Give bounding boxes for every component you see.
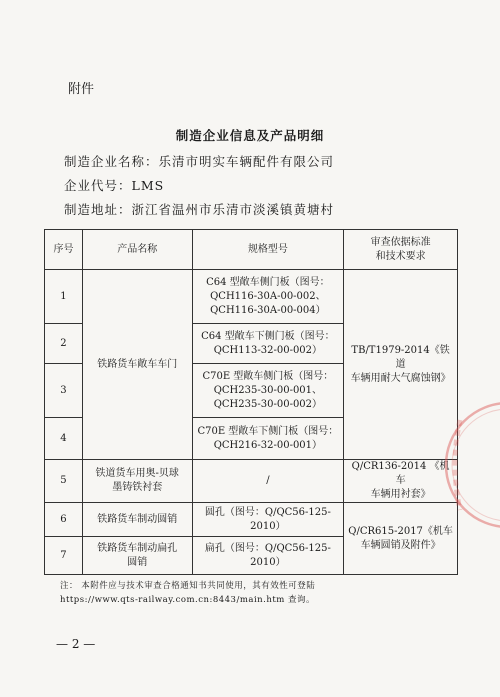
header-standard-line1: 审查依据标准 bbox=[370, 236, 431, 248]
address-value: 浙江省温州市乐清市淡溪镇黄塘村 bbox=[131, 202, 335, 217]
header-no: 序号 bbox=[45, 230, 83, 270]
company-name-line bbox=[64, 152, 334, 170]
footnote-line1: 注： 本附件应与技术审查合格通知书共同使用，其有效性可登陆 bbox=[60, 581, 316, 591]
model-line: QCH113-32-00-002） bbox=[213, 344, 323, 356]
row-model bbox=[192, 324, 344, 364]
attachment-label: 附件 bbox=[68, 82, 95, 97]
footnote-link[interactable]: https://www.qts-railway.com.cn:8443/main.htm 查询。 bbox=[60, 595, 316, 605]
name-line: 铁道货车用奥-贝球 bbox=[95, 468, 179, 479]
product-table bbox=[44, 229, 458, 575]
company-code-label: 企业代号： bbox=[64, 178, 132, 193]
row-name bbox=[82, 460, 192, 503]
header-standard-line2: 和技术要求 bbox=[375, 250, 426, 262]
model-line: C70E 型敞车下侧门板（图号： bbox=[197, 425, 339, 437]
header-name: 产品名称 bbox=[82, 230, 192, 270]
page-number: — 2 — bbox=[56, 637, 96, 651]
company-code-value: LMS bbox=[131, 178, 165, 193]
company-name-label: 制造企业名称： bbox=[64, 154, 159, 169]
standard-line: 车辆用耐大气腐蚀钢》 bbox=[350, 372, 451, 384]
model-line: QCH116-30A-00-004） bbox=[210, 304, 326, 316]
address-line bbox=[64, 200, 334, 218]
model-line: QCH116-30A-00-002、 bbox=[210, 290, 326, 302]
model-line: C70E 型敞车侧门板（图号： bbox=[202, 370, 334, 382]
name-line: 墨铸铁衬套 bbox=[112, 482, 163, 493]
row-no: 7 bbox=[45, 537, 83, 575]
row-name: 铁路货车制动圆销 bbox=[82, 503, 192, 537]
row-name bbox=[82, 537, 192, 575]
standard-line: 车辆用衬套》 bbox=[370, 489, 431, 500]
row-model bbox=[192, 418, 344, 460]
address-label: 制造地址： bbox=[64, 202, 132, 217]
row-no: 2 bbox=[45, 324, 83, 364]
name-line: 圆销 bbox=[127, 556, 148, 568]
standard-line: 车辆圆销及附件》 bbox=[360, 539, 441, 551]
table-row bbox=[45, 460, 458, 503]
header-model: 规格型号 bbox=[192, 230, 344, 270]
header-standard bbox=[344, 230, 458, 270]
model-line: QCH216-32-00-001） bbox=[213, 439, 323, 451]
standard-line: TB/T1979-2014《铁道 bbox=[351, 344, 450, 370]
model-line: QCH235-30-00-002） bbox=[213, 398, 323, 410]
row-no: 3 bbox=[45, 364, 83, 418]
row-model bbox=[192, 270, 344, 324]
model-line: C64 型敞车侧门板（图号： bbox=[206, 276, 330, 288]
row-no: 6 bbox=[45, 503, 83, 537]
standard-line: Q/CR615-2017《机车 bbox=[348, 525, 453, 537]
table-row bbox=[45, 503, 458, 537]
official-seal-stamp bbox=[430, 390, 500, 540]
footnote bbox=[60, 579, 460, 607]
row-no: 4 bbox=[45, 418, 83, 460]
model-line: QCH235-30-00-001、 bbox=[213, 384, 323, 396]
company-name-value: 乐清市明实车辆配件有限公司 bbox=[158, 154, 335, 169]
document-title: 制造企业信息及产品明细 bbox=[175, 128, 325, 143]
row-model: 圆孔（图号：Q/QC56-125-2010） bbox=[192, 503, 344, 537]
company-code-line bbox=[64, 176, 164, 194]
row-model: 扁孔（图号：Q/QC56-125-2010） bbox=[192, 537, 344, 575]
table-header-row bbox=[45, 230, 458, 270]
name-line: 铁路货车制动扁孔 bbox=[97, 542, 178, 554]
row-no: 5 bbox=[45, 460, 83, 503]
row-model bbox=[192, 364, 344, 418]
row-model: / bbox=[192, 460, 344, 503]
model-line: C64 型敞车下侧门板（图号： bbox=[201, 330, 335, 342]
table-row bbox=[45, 270, 458, 324]
group-name-cell: 铁路货车敞车车门 bbox=[82, 270, 192, 460]
standard-line: Q/CR136-2014 《机车 bbox=[351, 461, 450, 486]
row-no: 1 bbox=[45, 270, 83, 324]
